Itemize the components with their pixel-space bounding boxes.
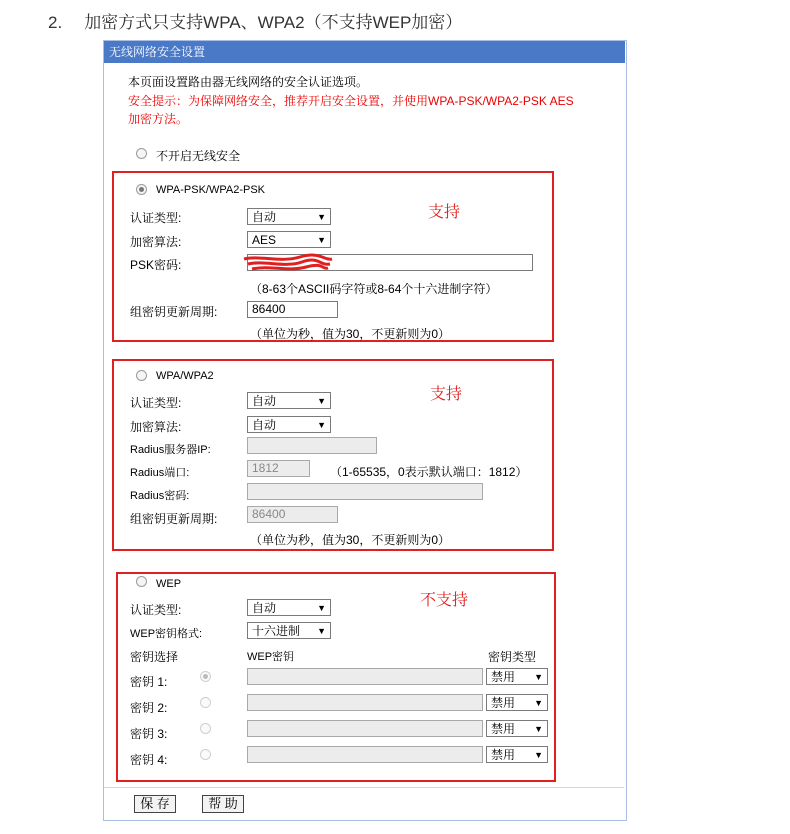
radius-ip-input[interactable] <box>247 437 377 454</box>
wpa-rekey-label: 组密钥更新周期: <box>130 512 218 526</box>
chevron-down-icon: ▼ <box>317 235 326 245</box>
wep-col-type-header: 密钥类型 <box>488 650 537 664</box>
wpa-encryption-value: 自动 <box>252 418 277 432</box>
wep-unsupported-note: 不支持 <box>420 592 469 609</box>
wep-col-key-header: WEP密钥 <box>247 651 295 663</box>
wpa-psk-encryption-label: 加密算法: <box>130 235 182 249</box>
wep-key-1-input[interactable] <box>247 668 483 685</box>
wep-key-4-radio[interactable] <box>200 749 211 760</box>
wep-key-3-type-value: 禁用 <box>491 722 516 736</box>
redacted-password-scribble <box>240 253 336 275</box>
radius-port-label: Radius端口: <box>130 467 190 479</box>
wep-auth-type-label: 认证类型: <box>130 603 182 617</box>
wpa-psk-option-label: WPA-PSK/WPA2-PSK <box>156 184 266 196</box>
wpa-encryption-select[interactable] <box>247 416 331 433</box>
wpa-rekey-hint: （单位为秒，值为30，不更新则为0） <box>250 533 451 547</box>
wep-key-1-radio[interactable] <box>200 671 211 682</box>
chevron-down-icon: ▼ <box>317 396 326 406</box>
wep-key-3-radio[interactable] <box>200 723 211 734</box>
wpa-support-note: 支持 <box>430 386 463 403</box>
wpa-psk-rekey-label: 组密钥更新周期: <box>130 305 218 319</box>
wpa-psk-support-note: 支持 <box>428 204 461 221</box>
no-security-label: 不开启无线安全 <box>156 149 241 163</box>
wep-key-1-type-select[interactable] <box>486 668 548 685</box>
radius-ip-label: Radius服务器IP: <box>130 444 211 456</box>
no-security-radio[interactable] <box>136 148 147 159</box>
wpa-psk-rekey-input[interactable]: 86400 <box>247 301 338 318</box>
wpa-encryption-label: 加密算法: <box>130 420 182 434</box>
wpa-psk-radio[interactable] <box>136 184 147 195</box>
chevron-down-icon: ▼ <box>317 603 326 613</box>
wep-key-2-input[interactable] <box>247 694 483 711</box>
wep-key-3-type-select[interactable] <box>486 720 548 737</box>
chevron-down-icon: ▼ <box>534 750 543 760</box>
wpa-auth-type-label: 认证类型: <box>130 396 182 410</box>
page-heading <box>48 8 462 33</box>
wep-key-2-radio[interactable] <box>200 697 211 708</box>
chevron-down-icon: ▼ <box>317 626 326 636</box>
wep-col-select-header: 密钥选择 <box>130 650 179 664</box>
wep-key-2-type-select[interactable] <box>486 694 548 711</box>
wep-key-format-value: 十六进制 <box>252 624 301 638</box>
radius-port-input[interactable]: 1812 <box>247 460 310 477</box>
wep-key-3-input[interactable] <box>247 720 483 737</box>
wpa-psk-encryption-select[interactable] <box>247 231 331 248</box>
window-title: 无线网络安全设置 <box>104 41 625 63</box>
chevron-down-icon: ▼ <box>534 672 543 682</box>
wpa-rekey-input[interactable]: 86400 <box>247 506 338 523</box>
wep-key-1-label: 密钥 1: <box>130 675 168 689</box>
chevron-down-icon: ▼ <box>534 698 543 708</box>
wpa-psk-auth-type-select[interactable] <box>247 208 331 225</box>
wep-option-label: WEP <box>156 578 182 590</box>
wpa-psk-auth-type-label: 认证类型: <box>130 211 182 225</box>
wep-key-2-label: 密钥 2: <box>130 701 168 715</box>
psk-password-hint: （8-63个ASCII码字符或8-64个十六进制字符） <box>250 282 498 296</box>
radius-port-hint: （1-65535，0表示默认端口：1812） <box>330 465 528 479</box>
wep-auth-type-select[interactable] <box>247 599 331 616</box>
wpa-psk-rekey-hint: （单位为秒，值为30，不更新则为0） <box>250 327 451 341</box>
heading-number: 2. <box>48 13 63 32</box>
wep-key-format-select[interactable] <box>247 622 331 639</box>
wpa-psk-encryption-value: AES <box>252 233 277 247</box>
wep-auth-type-value: 自动 <box>252 601 277 615</box>
wpa-option-label: WPA/WPA2 <box>156 370 214 382</box>
footer-divider <box>104 787 624 788</box>
wpa-psk-auth-type-value: 自动 <box>252 210 277 224</box>
save-button[interactable]: 保 存 <box>134 795 176 813</box>
wep-key-4-type-select[interactable] <box>486 746 548 763</box>
psk-password-label: PSK密码: <box>130 258 182 272</box>
wep-key-2-type-value: 禁用 <box>491 696 516 710</box>
wep-key-4-input[interactable] <box>247 746 483 763</box>
heading-text: 加密方式只支持WPA、WPA2（不支持WEP加密） <box>84 13 463 32</box>
security-tip-cont: 加密方法。 <box>128 112 189 126</box>
wep-key-4-label: 密钥 4: <box>130 753 168 767</box>
wpa-radio[interactable] <box>136 370 147 381</box>
wep-key-format-label: WEP密钥格式: <box>130 628 203 640</box>
radius-password-input[interactable] <box>247 483 483 500</box>
wpa-auth-type-select[interactable] <box>247 392 331 409</box>
radius-password-label: Radius密码: <box>130 490 190 502</box>
chevron-down-icon: ▼ <box>317 212 326 222</box>
security-tip: 安全提示：为保障网络安全，推荐开启安全设置，并使用WPA-PSK/WPA2-PSK AES <box>128 94 574 108</box>
help-button[interactable]: 帮 助 <box>202 795 244 813</box>
chevron-down-icon: ▼ <box>534 724 543 734</box>
intro-text: 本页面设置路由器无线网络的安全认证选项。 <box>128 75 369 89</box>
chevron-down-icon: ▼ <box>317 420 326 430</box>
wpa-auth-type-value: 自动 <box>252 394 277 408</box>
wep-key-3-label: 密钥 3: <box>130 727 168 741</box>
wep-key-4-type-value: 禁用 <box>491 748 516 762</box>
wep-key-1-type-value: 禁用 <box>491 670 516 684</box>
wep-radio[interactable] <box>136 576 147 587</box>
